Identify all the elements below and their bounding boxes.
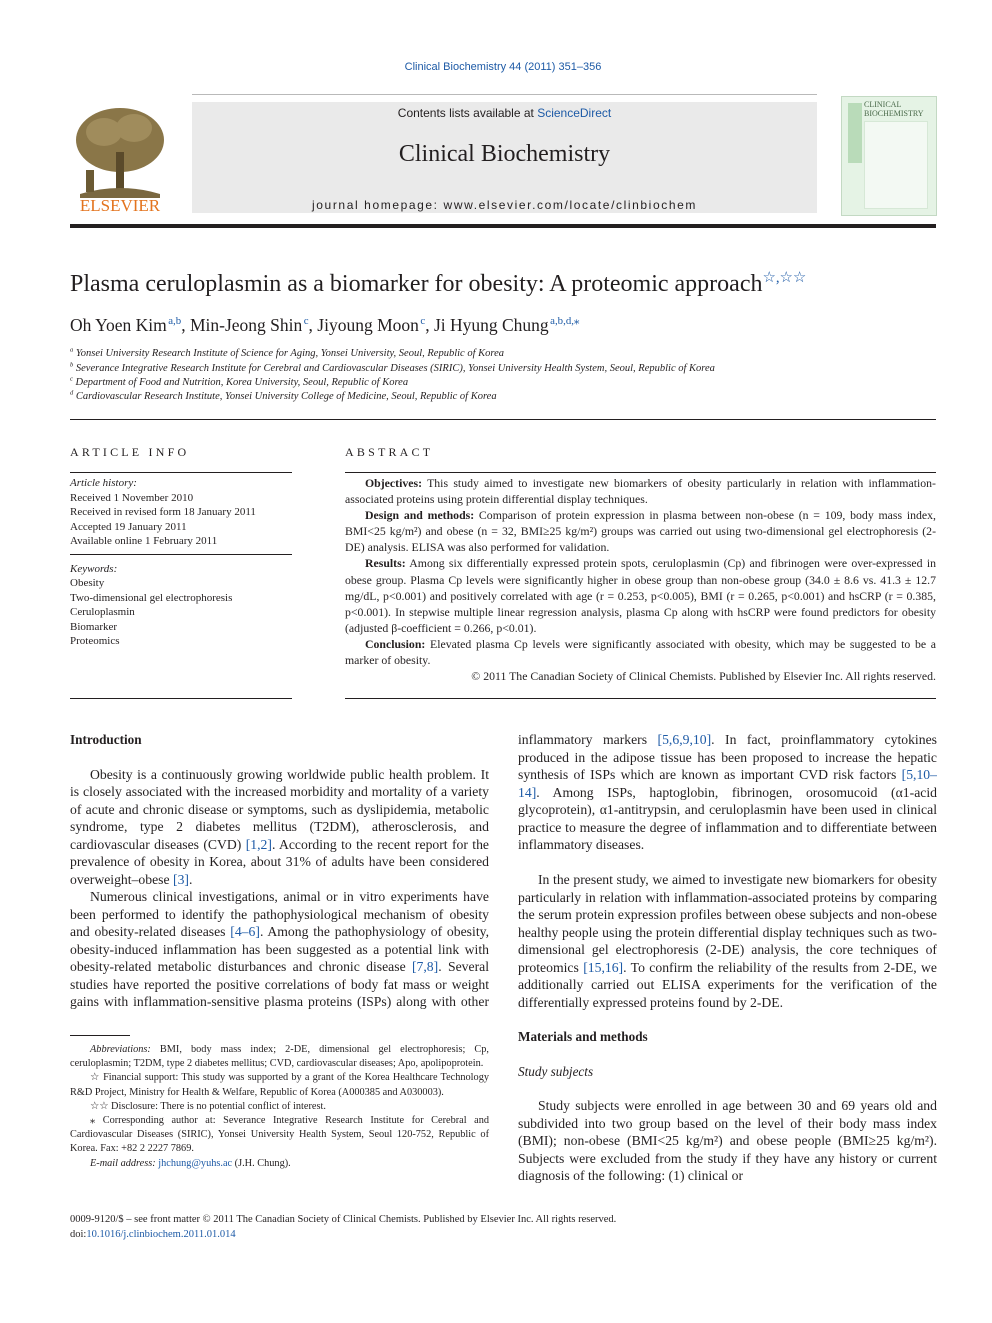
author-affiliation-marks[interactable]: a,b,d,⁎ xyxy=(550,315,580,328)
keywords-label: Keywords: xyxy=(70,562,118,575)
abstract-conclusion xyxy=(345,636,936,668)
intro-paragraph: Obesity is a continuously growing worldwide public health problem. It is closely associated with the increased morbidity and mortality of a variety of acute and chronic disease or symptoms, such as dyslipidemia, metabolic syndrome, type 2 diabetes mellitus (T2DM), atherosclerosis, and cardiovascular diseases (CVD) [1,2]. According to the recent report for the prevalence of obesity in Korea, about 31% of adults have been considered overweight–obese [3]. xyxy=(70,766,489,887)
author-name: Ji Hyung Chung xyxy=(433,315,549,335)
intro-continuation xyxy=(518,731,937,871)
design-text: Comparison of protein expression in plasma between non-obese (n = 109, body mass index, BMI<25 kg/m²) and obese (n = 32, BMI≥25 kg/m²) groups was carried out using two-dimensional gel electrophoresis (2-DE) analysis. ELISA was also performed for validation. xyxy=(345,508,936,555)
page-footer xyxy=(70,1213,616,1242)
intro-text: In the present study, we aimed to investigate new biomarkers for obesity particularly in relation with inflammation-associated proteins by comparing the serum protein expression profiles between obese subjects and non-obese healthy people using the protein differential display techniques such as two-dimensional gel electrophoresis (2-DE) analysis, the core techniques of proteomics xyxy=(518,872,937,975)
conclusion-text: Elevated plasma Cp levels were significantly associated with obesity, which may be suggested to be a marker of obesity. xyxy=(345,636,937,668)
journal-homepage[interactable]: journal homepage: www.elsevier.com/locate/clinbiochem xyxy=(312,198,697,212)
front-matter-line: 0009-9120/$ – see front matter © 2011 The Canadian Society of Clinical Chemists. Published by Elsevier Inc. All rights reserved. xyxy=(70,1214,617,1225)
intro-paragraph-continued xyxy=(518,731,937,854)
footnote-text: Corresponding author at: Severance Integrative Research Institute for Cerebral and Cardiovascular Diseases (SIRIC), Yonsei University Health System, Seoul 120-752, Republic of Korea. Fax: +82 2 2227 7869. xyxy=(70,1115,490,1155)
right-column xyxy=(518,731,937,1185)
doi-line xyxy=(70,1228,616,1243)
methods-heading: Materials and methods xyxy=(518,1029,648,1044)
objectives-label: Objectives: xyxy=(365,476,422,490)
keyword: Two-dimensional gel electrophoresis xyxy=(70,591,233,604)
email-footnote xyxy=(70,1157,489,1171)
doi-label: doi: xyxy=(70,1228,87,1240)
author-name: Oh Yoen Kim xyxy=(70,315,167,335)
disclosure-footnote xyxy=(70,1100,489,1114)
header-thick-rule xyxy=(70,224,936,228)
citation-link[interactable]: [4–6] xyxy=(230,924,260,939)
objectives-text: This study aimed to investigate new biomarkers of obesity particularly in relation with inflammation-associated proteins using protein differential display techniques. xyxy=(345,476,936,507)
conclusion-label: Conclusion: xyxy=(365,636,426,651)
article-title xyxy=(70,271,806,298)
article-info-heading: ARTICLE INFO xyxy=(70,445,190,459)
study-subjects-paragraph: Study subjects were enrolled in age between 30 and 69 years old and subdivided into two group based on the level of their body mass index (BMI); non-obese (BMI<25 kg/m²) and obese people (BMI≥25 kg/m²). Subjects were excluded from the study if they have any history or current diagnosis of the following: (1) clinical or xyxy=(518,1098,937,1183)
cover-title: CLINICAL BIOCHEMISTRY xyxy=(864,100,924,118)
abstract-heading: ABSTRACT xyxy=(345,445,434,459)
intro-text: Numerous clinical investigations, animal or in vitro experiments have been performed to identify the pathophysiological mechanism of obesity and obesity-related diseases xyxy=(70,889,489,939)
citation-link[interactable]: [7,8] xyxy=(411,959,439,974)
introduction-heading: Introduction xyxy=(70,732,142,747)
affiliation-key: b xyxy=(70,361,74,369)
author-affiliation-marks[interactable]: c xyxy=(303,315,309,328)
sciencedirect-link[interactable]: ScienceDirect xyxy=(537,106,612,120)
keyword: Ceruloplasmin xyxy=(70,606,135,618)
intro-text: Obesity is a continuously growing worldwide public health problem. It is closely associated with the increased morbidity and mortality of a variety of acute and chronic disease or symptoms, such as dyslipidemia, metabolic syndrome, type 2 diabetes mellitus (T2DM), atherosclerosis, and cardiovascular diseases (CVD) xyxy=(70,766,489,852)
funding-footnote xyxy=(70,1071,489,1099)
intro-text: . Among ISPs, haptoglobin, fibrinogen, orosomucoid (α1-acid glycoprotein), α1-antitrypsin, and ceruloplasmin have been used in clinical practice to measure the degree of inflammation and to differentiate between inflammatory diseases. xyxy=(518,784,937,852)
history-item: Received 1 November 2010 xyxy=(70,491,194,504)
citation-link[interactable]: [3] xyxy=(173,871,189,887)
affiliation-key: a xyxy=(70,346,74,354)
author-name: Min-Jeong Shin xyxy=(189,315,303,335)
elsevier-wordmark: ELSEVIER xyxy=(79,196,161,214)
history-item: Received in revised form 18 January 2011 xyxy=(70,506,256,518)
intro-paragraph xyxy=(518,871,937,1011)
affiliation-rule xyxy=(70,419,936,420)
intro-text: . Several studies have reported the positive correlations of body fat mass or weight gains with inflammation-sensitive plasma proteins (ISPs) along with other xyxy=(70,959,489,1009)
article-info-rule xyxy=(70,472,292,473)
study-subjects-heading: Study subjects xyxy=(518,1063,594,1079)
journal-cover-image xyxy=(841,96,937,216)
abstract xyxy=(345,475,936,684)
author-separator: , xyxy=(425,315,434,335)
affiliation-text: Department of Food and Nutrition, Korea University, Seoul, Republic of Korea xyxy=(75,377,409,388)
citation-link[interactable]: [5,6,9,10] xyxy=(657,732,712,747)
corresponding-footnote xyxy=(70,1114,489,1157)
article-title-text: Plasma ceruloplasmin as a biomarker for obesity: A proteomic approach xyxy=(70,271,763,297)
keyword: Proteomics xyxy=(70,635,120,647)
keyword: Biomarker xyxy=(70,620,118,633)
affiliation xyxy=(70,348,504,359)
footnote-text: Disclosure: There is no potential conflict of interest. xyxy=(111,1100,326,1112)
citation-link[interactable]: [1,2] xyxy=(245,836,272,852)
footnote-rule xyxy=(70,1035,130,1036)
title-footnote-marks[interactable]: ☆,☆☆ xyxy=(762,270,807,286)
history-item: Available online 1 February 2011 xyxy=(70,535,218,547)
affiliation xyxy=(70,377,408,388)
abbreviations-footnote xyxy=(70,1043,489,1071)
affiliation-text: Severance Integrative Research Institute for Cerebral and Cardiovascular Diseases (SIRIC), Yonsei University Health System, Seoul, Republic of Korea xyxy=(75,363,715,374)
footnote-mark: ⁎ xyxy=(90,1115,96,1127)
keywords-rule xyxy=(70,554,292,555)
author-affiliation-marks[interactable]: a,b xyxy=(168,315,182,328)
left-column xyxy=(70,731,489,1012)
affiliation xyxy=(70,391,497,402)
contents-prefix: Contents lists available at xyxy=(397,106,538,120)
abbreviations-text: BMI, body mass index; 2-DE, dimensional gel electrophoresis; Cp, ceruloplasmin; T2DM, type 2 diabetes mellitus; CVD, cardiovascular diseases; Apo, apolipoprotein. xyxy=(70,1044,489,1070)
footnote-mark: ☆ xyxy=(90,1072,100,1084)
email-link[interactable]: jhchung@yuhs.ac xyxy=(158,1157,233,1169)
intro-text: . In fact, proinflammatory cytokines produced in the adipose tissue has been proposed to increase the hepatic synthesis of ISPs which are known as important CVD risk factors xyxy=(518,732,937,782)
results-label: Results: xyxy=(365,556,406,571)
article-info-bottom-rule xyxy=(70,698,292,699)
abstract-copyright: © 2011 The Canadian Society of Clinical Chemists. Published by Elsevier Inc. All rights reserved. xyxy=(471,669,936,684)
design-label: Design and methods: xyxy=(365,508,475,523)
affiliation-key: d xyxy=(70,389,74,397)
intro-text: inflammatory markers xyxy=(518,732,648,747)
citation-link[interactable]: [15,16] xyxy=(583,959,624,975)
intro-text: . Among the pathophysiology of obesity, obesity-induced inflammation has been suggested as a potential link with obesity-related metabolic disturbances and chronic disease xyxy=(70,924,489,974)
cover-panel xyxy=(864,121,928,209)
journal-title: Clinical Biochemistry xyxy=(398,141,611,167)
abstract-rule xyxy=(345,472,936,473)
intro-text: . To confirm the reliability of the results from 2-DE, we additionally carried out ELISA experiments for the verification of the differentially expressed proteins found by 2-DE. xyxy=(518,959,937,1010)
author-separator: , xyxy=(308,315,318,335)
abstract-results xyxy=(345,555,936,635)
affiliation-text: Yonsei University Research Institute of Science for Aging, Yonsei University, Seoul, Republic of Korea xyxy=(75,348,504,359)
cover-band xyxy=(848,103,862,163)
intro-paragraph xyxy=(70,888,489,1012)
footnotes xyxy=(70,1043,489,1171)
keyword: Obesity xyxy=(70,577,105,589)
author-name: Jiyoung Moon xyxy=(317,315,419,335)
email-label: E-mail address: xyxy=(90,1157,156,1169)
abbreviations-label: Abbreviations: xyxy=(90,1044,151,1055)
journal-citation[interactable]: Clinical Biochemistry 44 (2011) 351–356 xyxy=(404,61,602,73)
author-affiliation-marks[interactable]: c xyxy=(420,315,426,328)
results-text: Among six differentially expressed protein spots, ceruloplasmin (Cp) and fibrinogen were over-expressed in obese group. Plasma Cp levels were significantly higher in obese group than non-obese group (34.0 ± 8.6 vs. 41.3 ± 12.7 mg/dL, p<0.001) and positively correlated with age (r = 0.253, p<0.005), BMI (r = 0.265, p<0.001) and hsCRP (r = 0.385, p<0.001). In stepwise multiple linear regression analysis, plasma Cp along with hsCRP were found predictors for obesity (adjusted β-coefficient = 0.266, p<0.01). xyxy=(345,556,936,635)
doi-link[interactable]: 10.1016/j.clinbiochem.2011.01.014 xyxy=(86,1228,236,1240)
affiliation-key: c xyxy=(70,375,73,383)
history-item: Accepted 19 January 2011 xyxy=(70,520,187,533)
article-info xyxy=(70,476,292,649)
abstract-objectives xyxy=(345,475,936,507)
affiliation xyxy=(70,363,715,374)
abstract-design xyxy=(345,507,936,555)
contents-line xyxy=(192,106,817,120)
header-rule xyxy=(192,94,817,95)
author-list xyxy=(70,315,579,336)
author-separator: , xyxy=(181,315,190,335)
abstract-bottom-rule xyxy=(345,698,936,699)
affiliation-text: Cardiovascular Research Institute, Yonsei University College of Medicine, Seoul, Republic of Korea xyxy=(75,391,497,402)
elsevier-logo xyxy=(70,104,170,214)
footnote-mark: ☆☆ xyxy=(90,1100,109,1112)
intro-text: . According to the recent report for the prevalence of obesity in Korea, about 31% of adults have been considered overweight–obese xyxy=(70,836,489,887)
history-label: Article history: xyxy=(70,477,137,489)
email-suffix: (J.H. Chung). xyxy=(232,1157,291,1169)
footnote-text: Financial support: This study was supported by a grant of the Korea Healthcare Technology R&D Project, Ministry for Health & Welfare, Republic of Korea (A000385 and A030003). xyxy=(70,1072,489,1098)
citation-link[interactable]: [5,10–14] xyxy=(518,767,937,800)
